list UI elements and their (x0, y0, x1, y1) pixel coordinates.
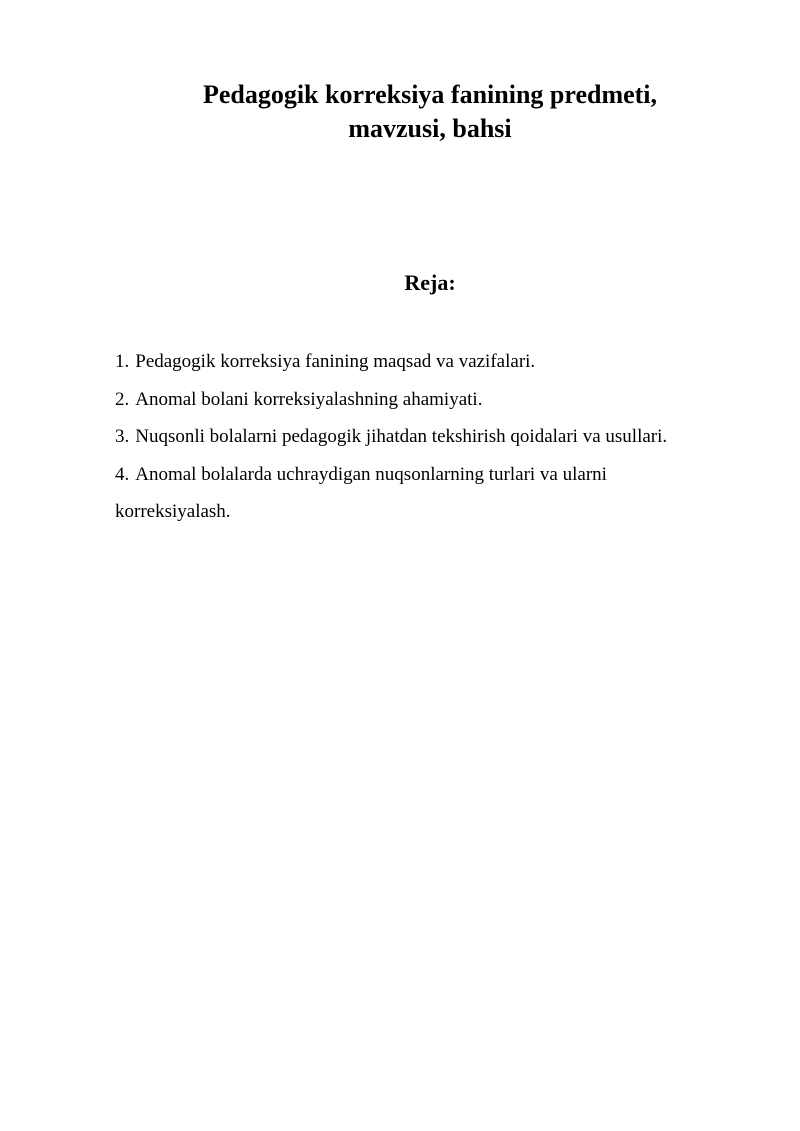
plan-item-2 (115, 381, 755, 419)
plan-item-number: 1. (115, 351, 130, 372)
plan-heading: Reja: (404, 270, 456, 295)
plan-item-text: Pedagogik korreksiya fanining maqsad va vazifalari. (135, 351, 536, 372)
plan-item-text: Anomal bolalarda uchraydigan nuqsonlarning turlari va ularni (135, 463, 607, 485)
title-line-1: Pedagogik korreksiya fanining predmeti, (202, 80, 658, 109)
plan-item-text: Anomal bolani korreksiyalashning ahamiyati. (135, 388, 483, 410)
title-line-2: mavzusi, bahsi (348, 114, 512, 143)
plan-list (115, 343, 755, 531)
plan-item-4 (115, 456, 755, 494)
document-title (115, 78, 745, 146)
plan-item-number: 3. (115, 426, 130, 447)
plan-item-1 (115, 343, 755, 381)
plan-item-4-continuation: korreksiyalash. (115, 501, 231, 522)
plan-item-3 (115, 418, 755, 456)
plan-item-text: Nuqsonli bolalarni pedagogik jihatdan tekshirish qoidalari va usullari. (135, 426, 668, 447)
plan-item-number: 2. (115, 388, 130, 410)
plan-item-number: 4. (115, 463, 130, 485)
